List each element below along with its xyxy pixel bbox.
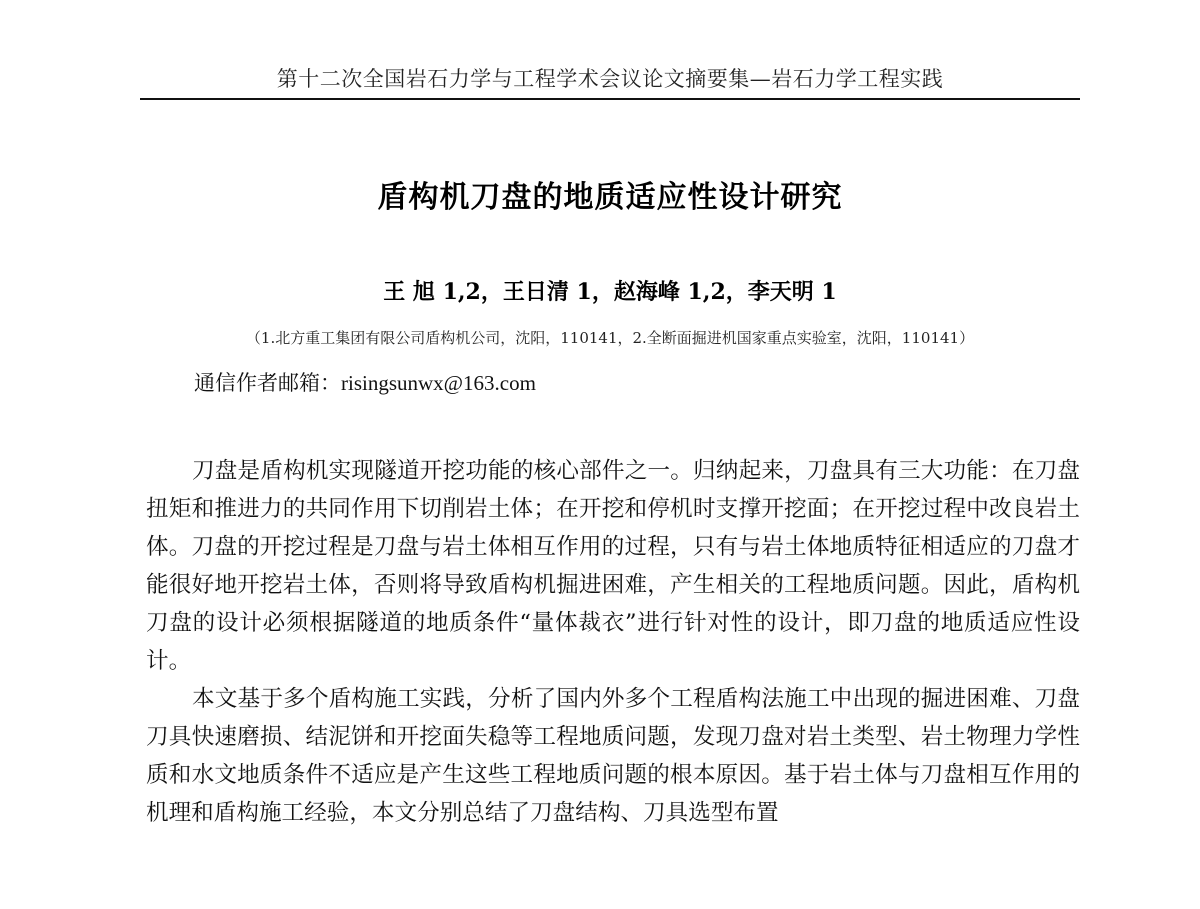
email-address: risingsunwx@163.com xyxy=(341,371,536,395)
author-list: 王 旭 1,2，王日清 1，赵海峰 1,2，李天明 1 xyxy=(383,279,837,305)
paragraph: 刀盘是盾构机实现隧道开挖功能的核心部件之一。归纳起来，刀盘具有三大功能：在刀盘扭矩和推进力的共同作用下切削岩土体；在开挖和停机时支撑开挖面；在开挖过程中改良岩土体。刀盘的开挖过程是刀盘与岩土体相互作用的过程，只有与岩土体地质特征相适应的刀盘才能很好地开挖岩土体，否则将导致盾构机掘进困难，产生相关的工程地质问题。因此，盾构机刀盘的设计必须根据隧道的地质条件“量体裁衣”进行针对性的设计，即刀盘的地质适应性设计。 xyxy=(146,458,1080,674)
paragraph: 本文基于多个盾构施工实践，分析了国内外多个工程盾构法施工中出现的掘进困难、刀盘刀具快速磨损、结泥饼和开挖面失稳等工程地质问题，发现刀盘对岩土类型、岩土物理力学性质和水文地质条件不适应是产生这些工程地质问题的根本原因。基于岩土体与刀盘相互作用的机理和盾构施工经验，本文分别总结了刀盘结构、刀具选型布置 xyxy=(146,686,1080,826)
email-label: 通信作者邮箱： xyxy=(194,371,341,395)
affiliation: （1.北方重工集团有限公司盾构机公司，沈阳，110141，2.全断面掘进机国家重点实验室，沈阳，110141） xyxy=(245,329,975,347)
corresponding-email xyxy=(194,368,994,398)
running-header: 第十二次全国岩石力学与工程学术会议论文摘要集—岩石力学工程实践 xyxy=(276,67,944,91)
header-rule xyxy=(140,98,1080,100)
abstract-body xyxy=(146,452,1080,832)
paper-title: 盾构机刀盘的地质适应性设计研究 xyxy=(377,180,843,215)
